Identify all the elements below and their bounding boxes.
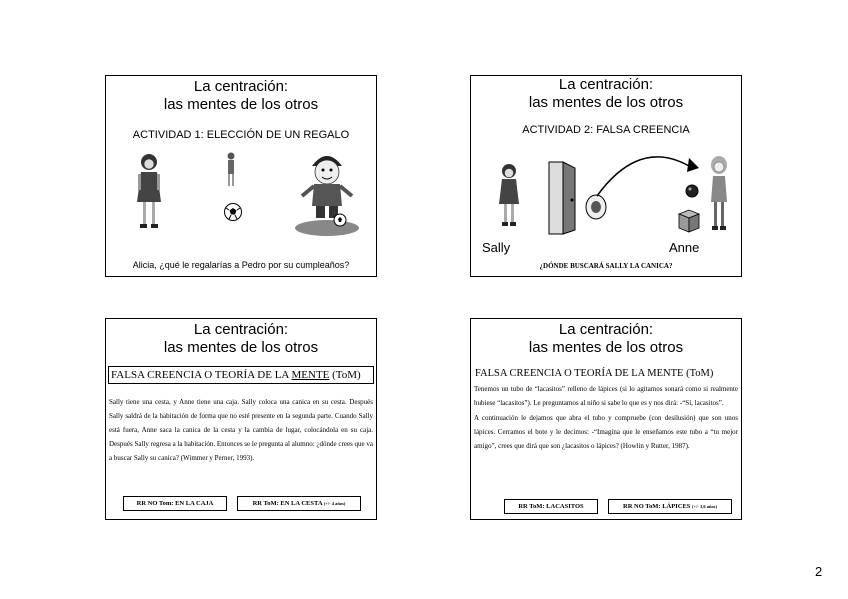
title-line-2: las mentes de los otros: [163, 339, 319, 356]
title-line-1: La centración:: [558, 321, 654, 338]
title-line-1: La centración:: [193, 321, 289, 338]
slide-activity-1: [105, 75, 377, 277]
question-caption: Alicia, ¿qué le regalarías a Pedro por su cumpleaños?: [132, 260, 350, 270]
answer-label: RR ToM: EN LA CESTA: [252, 500, 323, 507]
age-note: (+/- 3,6 años): [692, 504, 717, 509]
slide-title: [471, 76, 741, 112]
title-line-2: las mentes de los otros: [163, 96, 319, 113]
slide-false-belief-smarties: [470, 318, 742, 520]
slide-title: [106, 321, 376, 357]
answer-box-no-tom: RR NO Tom: EN LA CAJA: [123, 496, 227, 511]
small-child-illustration: [224, 152, 238, 192]
section-heading: [108, 366, 374, 384]
girl-sally-illustration: [495, 164, 523, 230]
slide-activity-2: [470, 75, 742, 277]
activity-heading: ACTIVIDAD 2: FALSA CREENCIA: [522, 124, 690, 136]
answer-box-tom: [237, 496, 361, 511]
title-line-2: las mentes de los otros: [528, 94, 684, 111]
soccer-ball-icon: [223, 202, 243, 222]
heading-text-end: (ToM): [329, 369, 361, 381]
heading-underlined-word: MENTE: [291, 369, 330, 381]
answer-box-no-tom: [608, 499, 732, 514]
paragraph-2: A continuación le dejamos que abra el tubo y compruebe (con desilusión) que son unos lápices. Cerramos el bote y le decimos: -“Imagina que le enseñamos este tubo a “tu mejor amigo”, crees que dirá que son ¿lacasitos o lápices? (Howlin y Rutter, 1987).: [474, 413, 738, 451]
title-line-2: las mentes de los otros: [528, 339, 684, 356]
answer-label: RR NO ToM: LÁPICES: [623, 503, 691, 510]
paragraph-1: Tenemos un tubo de “lacasitos” relleno de lápices (si lo agitamos sonará como si realmente hubiese “lacasitos”). Le preguntamos al niño si sabe lo que es y nos dirá: -“Sí, lacasitos”.: [474, 385, 738, 408]
marble-icon: [685, 184, 699, 198]
label-sally: Sally: [482, 240, 511, 255]
door-illustration: [547, 160, 577, 236]
slide-title: [106, 78, 376, 114]
activity-heading: ACTIVIDAD 1: ELECCIÓN DE UN REGALO: [132, 129, 350, 141]
task-description: [474, 382, 738, 453]
box-icon: [677, 208, 701, 234]
girl-alicia-illustration: [132, 154, 166, 232]
section-heading: FALSA CREENCIA O TEORÍA DE LA MENTE (ToM): [475, 368, 714, 379]
label-anne: Anne: [669, 240, 700, 255]
slide-title: [471, 321, 741, 357]
girl-anne-illustration: [705, 156, 733, 234]
task-description: Sally tiene una cesta, y Anne tiene una caja. Sally coloca una canica en su cesta. Después Sally saldrá de la habitación de forma que no esté presente en la segunda parte. Cuando Sally está fuera, Anne saca la canica de la cesta y la cambia de lugar, colocándola en su caja. Después Sally regresa a la habitación. Entonces se le pregunta al alumno: ¿dónde crees que va a buscar Sally su canica? (Wimmer y Perner, 1993).: [109, 398, 373, 462]
slide-false-belief-sally-anne: [105, 318, 377, 520]
question-caption: ¿DÓNDE BUSCARÁ SALLY LA CANICA?: [539, 262, 673, 270]
age-note: (+/- 4 años): [323, 501, 346, 506]
answer-box-tom: RR ToM: LACASITOS: [504, 499, 598, 514]
heading-text-start: FALSA CREENCIA O TEORÍA DE LA: [111, 369, 292, 381]
title-line-1: La centración:: [193, 78, 289, 95]
title-line-1: La centración:: [558, 76, 654, 93]
boy-pedro-soccer-illustration: [294, 148, 360, 236]
page-number: 2: [815, 564, 823, 579]
